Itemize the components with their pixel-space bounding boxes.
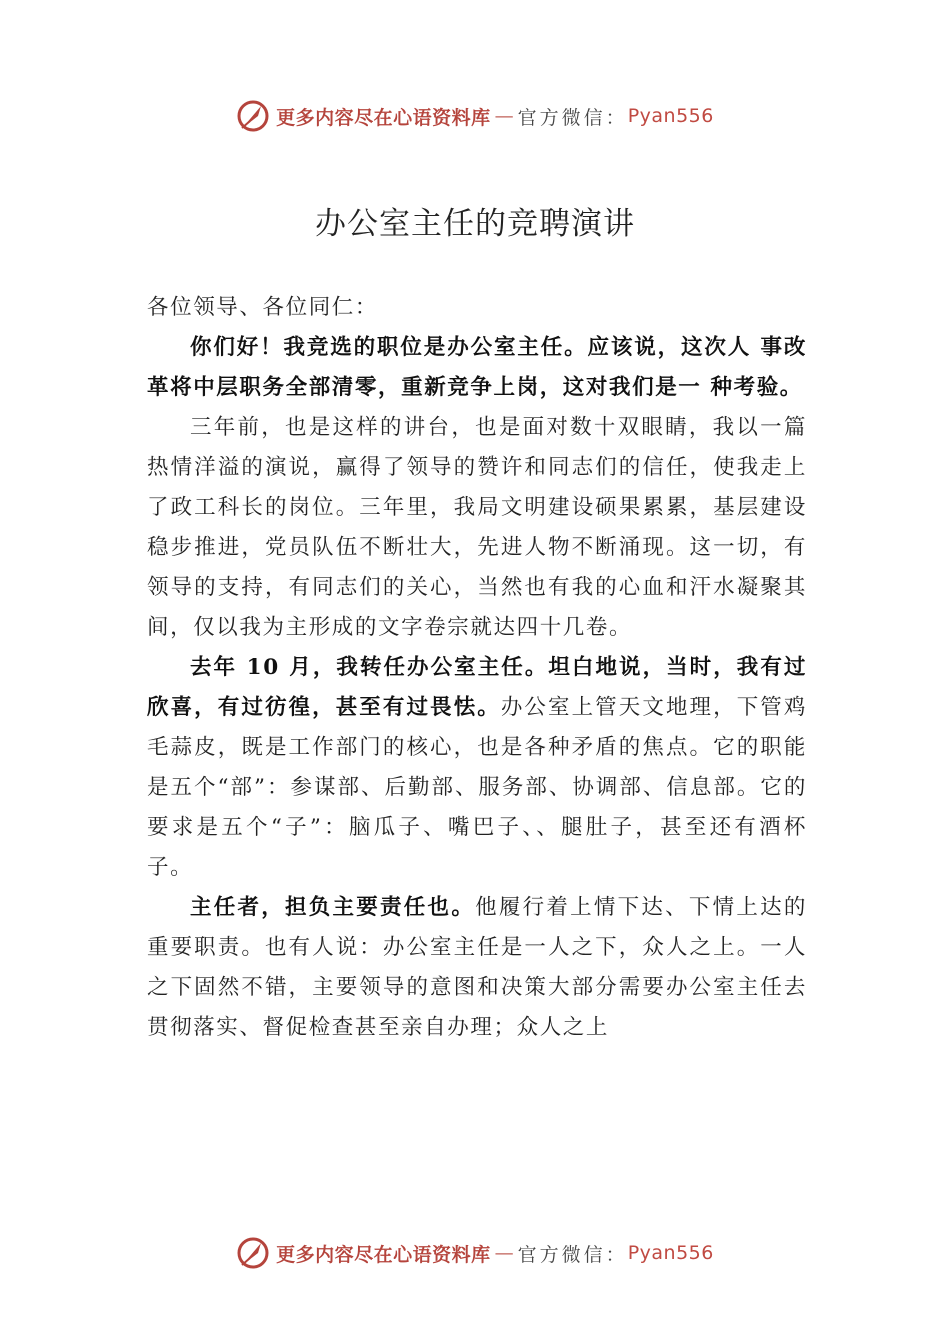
brand-text: 更多内容尽在心语资料库 [276, 106, 491, 129]
paragraph-4-text: 他履行着上情下达、下情上达的重要职责。也有人说：办公室主任是一人之下，众人之上。一人之下固然不错，主要领导的意图和决策大部分需要办公室主任去贯彻落实、督促检查甚至亲自办理；众人之上 [147, 895, 808, 1040]
wechat-id: Pyan556 [627, 105, 714, 127]
paragraph-3-text: 办公室上管天文地理，下管鸡毛蒜皮，既是工作部门的核心，也是各种矛盾的焦点。它的职能是五个“部”：参谋部、后勤部、服务部、协调部、信息部。它的要求是五个“子”：脑瓜子、嘴巴子、、腿肚子，甚至还有酒杯子。 [147, 695, 807, 880]
paragraph-1-bold: 你们好！我竞选的职位是办公室主任。应该说，这次人 事改革将中层职务全部清零，重新竞争上岗，这对我们是一 种考验。 [147, 335, 807, 400]
paragraph-1 [147, 328, 807, 408]
banner-separator: — [494, 1242, 514, 1264]
brand-text: 更多内容尽在心语资料库 [276, 1243, 491, 1266]
document-title: 办公室主任的竞聘演讲 [315, 206, 635, 242]
salutation: 各位领导、各位同仁： [147, 295, 379, 320]
footer-banner [0, 1233, 950, 1273]
quill-logo-icon [236, 1236, 270, 1270]
wechat-label: 官方微信： [517, 106, 628, 129]
paragraph-3 [147, 648, 807, 888]
paragraph-4-bold: 主任者，担负主要责任也。 [190, 895, 476, 920]
paragraph-3-bold: 去年 10 月，我转任办公室主任。坦白地说，当时，我有过欣喜，有过彷徨，甚至有过畏怯。 [147, 655, 807, 720]
document-body [147, 288, 807, 1048]
wechat-label: 官方微信： [517, 1243, 628, 1266]
paragraph-2: 三年前，也是这样的讲台，也是面对数十双眼睛，我以一篇热情洋溢的演说，赢得了领导的赞许和同志们的信任，使我走上了政工科长的岗位。三年里，我局文明建设硕果累累，基层建设稳步推进，党员队伍不断壮大，先进人物不断涌现。这一切，有领导的支持，有同志们的关心，当然也有我的心血和汗水凝聚其间，仅以我为主形成的文字卷宗就达四十几卷。 [147, 415, 807, 640]
wechat-id: Pyan556 [627, 1242, 714, 1264]
banner-separator: — [494, 105, 514, 127]
quill-logo-icon [236, 99, 270, 133]
paragraph-4 [147, 888, 807, 1048]
header-banner [0, 96, 950, 136]
